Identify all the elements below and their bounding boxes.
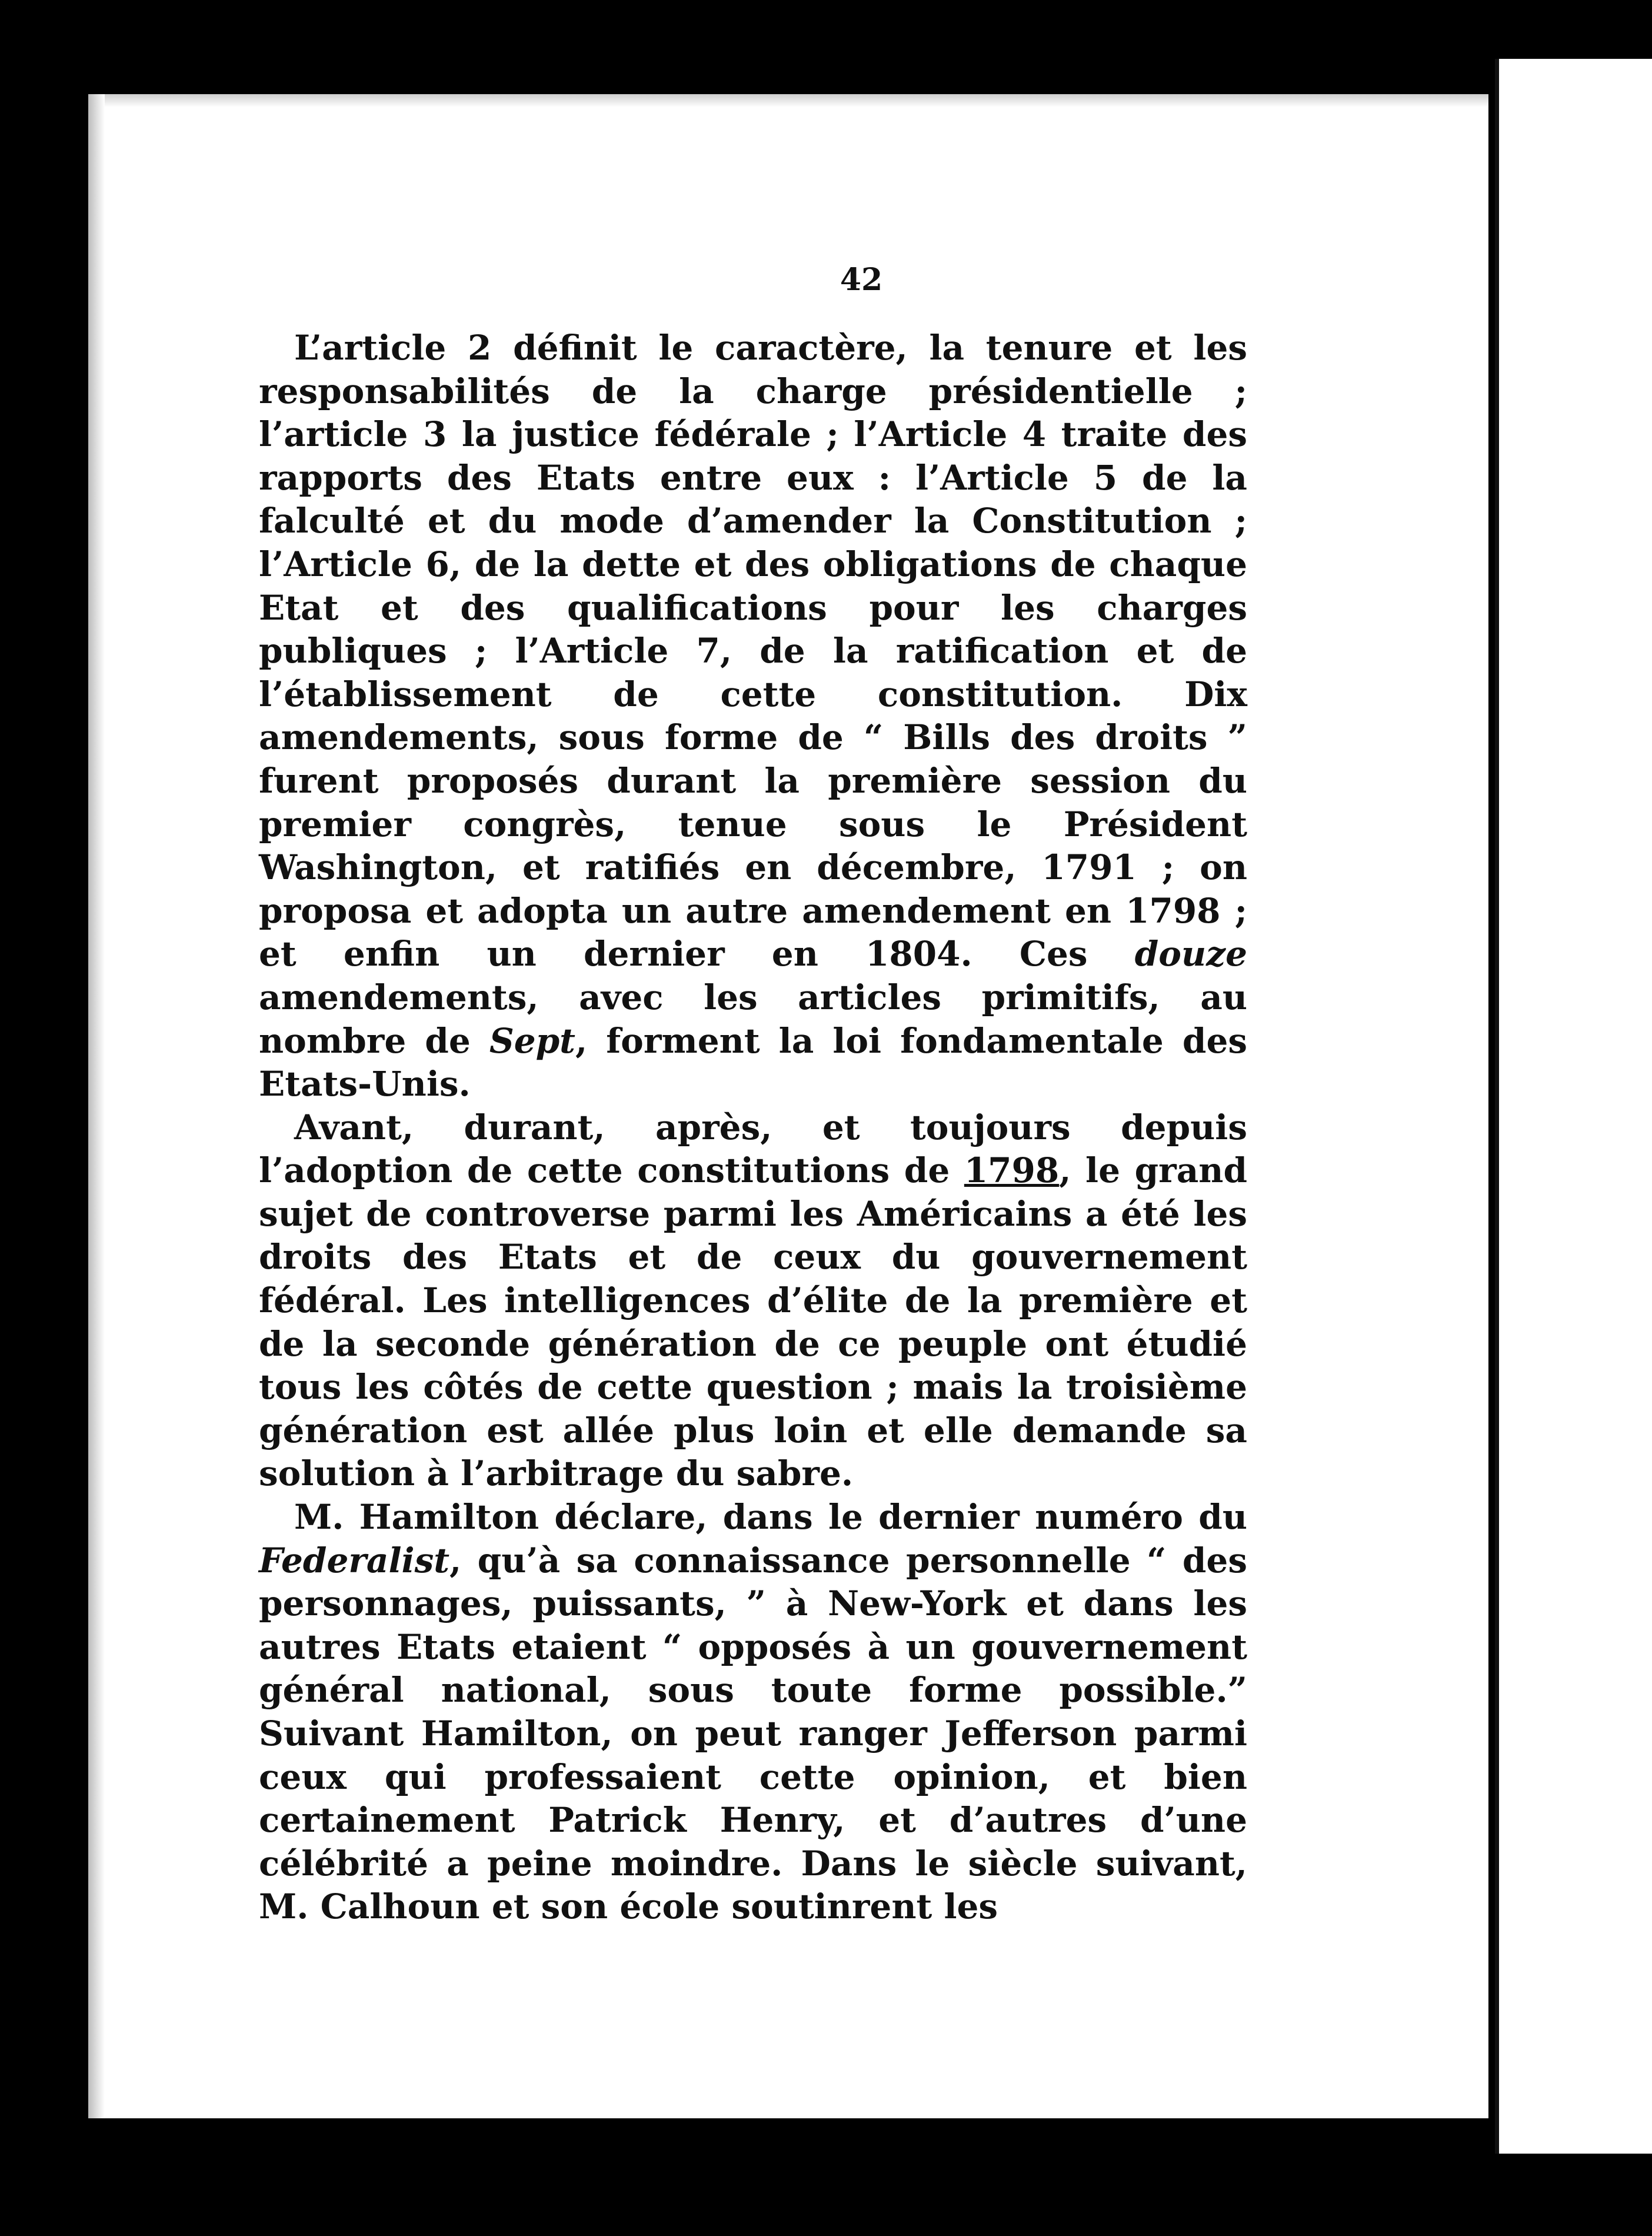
text-segment: , le grand sujet de controverse parmi les Américains a été les droits des Etats et de ceux du gouvernement fédéral. Les intelligences d’élite de la première et de la seconde génération de ce peuple ont étudié tous les côtés de cette question ; mais la troisième génération est allée plus loin et elle demande sa solution à l’arbitrage du sabre. — [259, 1150, 1248, 1494]
text-segment: Avant, durant, après, et toujours depuis l’adoption de cette constitutions de — [259, 1107, 1247, 1191]
page-number: 42 — [840, 262, 883, 298]
text-segment: , qu’à sa connaissance personnelle “ des personnages, puissants, ” à New-York et dans les autres Etats etaient “ opposés à un gouvernement général national, sous toute forme possible.” Suivant Hamilton, on peut ranger Jefferson parmi ceux qui professaient cette opinion, et bien certainement Patrick Henry, et d’autres d’une célébrité a peine moindre. Dans le siècle suivant, M. Calhoun et son école soutinrent les — [259, 1540, 1247, 1927]
page-top-edge — [88, 94, 1488, 107]
text-segment: L’article 2 définit le caractère, la tenure et les responsabilités de la charge présidentielle ; l’article 3 la justice fédérale ; l’Article 4 traite des rapports des Etats entre eux : l’Article 5 de la falculté et du mode d’amender la Constitution ; l’Article 6, de la dette et des obligations de chaque Etat et des qualifications pour les charges publiques ; l’Article 7, de la ratification et de l’établissement de cette constitution. Dix amendements, sous forme de “ Bills des droits ” furent proposés durant la première session du premier congrès, tenue sous le Président Washington, et ratifiés en décembre, 1791 ; on proposa et adopta un autre amendement en 1798 ; et enfin un dernier en 1804. Ces — [259, 328, 1247, 974]
text-segment: M. Hamilton déclare, dans le dernier numéro du — [294, 1497, 1247, 1538]
body-text — [259, 327, 1247, 1929]
italic-text: Sept — [489, 1020, 575, 1061]
italic-text: douze — [1134, 934, 1247, 974]
paragraph-2 — [259, 1106, 1247, 1496]
paragraph-3 — [259, 1496, 1247, 1929]
text-segment: , forment la loi fondamentale des Etats-Unis. — [259, 1020, 1247, 1104]
next-page-strip — [1499, 59, 1652, 2154]
paragraph-1 — [259, 327, 1247, 1106]
text-segment: amendements, avec les articles primitifs, au nombre de — [259, 977, 1247, 1061]
italic-text: Federalist — [259, 1540, 450, 1580]
page-gutter-shadow — [88, 94, 105, 2118]
underlined-text: 1798 — [964, 1150, 1060, 1191]
